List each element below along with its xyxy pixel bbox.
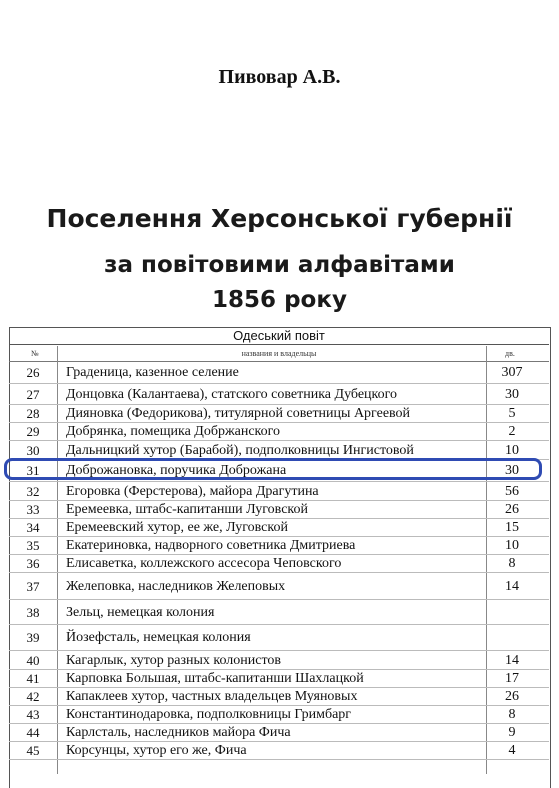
title-line-2: за повітовими алфавітами: [104, 252, 455, 278]
table-row: [9, 625, 549, 651]
row-number: 38: [26, 605, 40, 620]
settlement-name: Доброжановка, поручика Доброжана: [66, 463, 287, 478]
household-count: 30: [505, 387, 519, 402]
table-row: [9, 742, 549, 760]
household-count: 8: [508, 707, 516, 722]
household-count: 26: [505, 502, 519, 517]
settlement-name: Еремеевский хутор, ее же, Луговской: [66, 520, 288, 535]
household-count: 307: [501, 365, 523, 380]
row-number: 35: [26, 538, 40, 553]
settlement-name: Дальницкий хутор (Барабой), подполковницы Ингистовой: [66, 443, 414, 458]
settlement-name: Добрянка, помещика Добржанского: [66, 424, 281, 439]
table-row: [9, 670, 549, 688]
column-header-value: дв.: [505, 349, 515, 358]
table-row: [9, 423, 549, 441]
table-row: [9, 362, 549, 384]
settlement-name: Корсунцы, хутор его же, Фича: [66, 743, 247, 758]
row-number: 40: [26, 653, 40, 668]
settlement-name: Йозефсталь, немецкая колония: [66, 630, 251, 645]
row-number: 30: [26, 443, 40, 458]
household-count: 15: [505, 520, 519, 535]
column-header-num: №: [31, 349, 39, 358]
table-row: [9, 688, 549, 706]
row-number: 29: [26, 424, 40, 439]
row-number: 31: [26, 463, 40, 478]
table-row: [9, 519, 549, 537]
table-row: [9, 573, 549, 600]
table-row: [9, 405, 549, 423]
settlement-name: Елисаветка, коллежского ассесора Чеповского: [66, 556, 342, 571]
row-number: 39: [26, 630, 40, 645]
row-number: 44: [26, 725, 40, 740]
author: Пивовар А.В.: [218, 66, 341, 88]
district-header: Одеський повіт: [9, 327, 549, 345]
row-number: 34: [26, 520, 40, 535]
settlement-name: Карлсталь, наследников майора Фича: [66, 725, 291, 740]
table-row: [9, 600, 549, 625]
household-count: 2: [508, 424, 516, 439]
row-number: 43: [26, 707, 40, 722]
row-number: 28: [26, 406, 40, 421]
household-count: 10: [505, 538, 519, 553]
household-count: 8: [508, 556, 516, 571]
column-header-name: названия и владельцы: [241, 349, 317, 358]
household-count: 5: [508, 406, 516, 421]
household-count: 4: [508, 743, 516, 758]
table-row: [9, 555, 549, 573]
row-number: 42: [26, 689, 40, 704]
settlement-name: Екатериновка, надворного советника Дмитриева: [66, 538, 356, 553]
table-row: [9, 706, 549, 724]
settlement-name: Донцовка (Калантаева), статского советника Дубецкого: [66, 387, 398, 402]
household-count: 26: [505, 689, 519, 704]
row-number: 37: [26, 579, 40, 594]
row-number: 26: [26, 365, 40, 380]
row-number: 32: [26, 484, 40, 499]
table-row: [9, 441, 549, 460]
table-row: [9, 482, 549, 501]
title-line-1: Поселення Херсонської губернії: [46, 204, 513, 233]
settlement-name: Константинодаровка, подполковницы Гримбарг: [66, 707, 352, 722]
settlement-name: Граденица, казенное селение: [66, 365, 239, 380]
household-count: 56: [505, 484, 519, 499]
table-row: [9, 460, 549, 482]
household-count: 10: [505, 443, 519, 458]
row-number: 45: [26, 743, 40, 758]
table-row: [9, 501, 549, 519]
settlement-name: Зельц, немецкая колония: [66, 605, 215, 620]
settlement-name: Егоровка (Ферстерова), майора Драгутина: [66, 484, 319, 499]
table-row: [9, 384, 549, 405]
table-row: [9, 537, 549, 555]
row-number: 36: [26, 556, 40, 571]
household-count: 14: [505, 579, 519, 594]
household-count: 17: [505, 671, 519, 686]
row-number: 33: [26, 502, 40, 517]
table-row: [9, 724, 549, 742]
household-count: 14: [505, 653, 519, 668]
settlement-name: Дияновка (Федорикова), титулярной советницы Аргеевой: [66, 406, 411, 421]
settlement-name: Капаклеев хутор, частных владельцев Муяновых: [66, 689, 358, 704]
settlement-name: Кагарлык, хутор разных колонистов: [66, 653, 282, 668]
table-row: [9, 651, 549, 670]
row-number: 27: [26, 387, 40, 402]
household-count: 9: [508, 725, 516, 740]
row-number: 41: [26, 671, 40, 686]
settlement-name: Еремеевка, штабс-капитанши Луговской: [66, 502, 308, 517]
settlement-name: Карповка Большая, штабс-капитанши Шахлацкой: [66, 671, 364, 686]
title-line-3: 1856 року: [212, 287, 347, 313]
table-header: [9, 346, 549, 362]
household-count: 30: [505, 463, 519, 478]
settlement-name: Желеповка, наследников Желеповых: [66, 579, 286, 594]
